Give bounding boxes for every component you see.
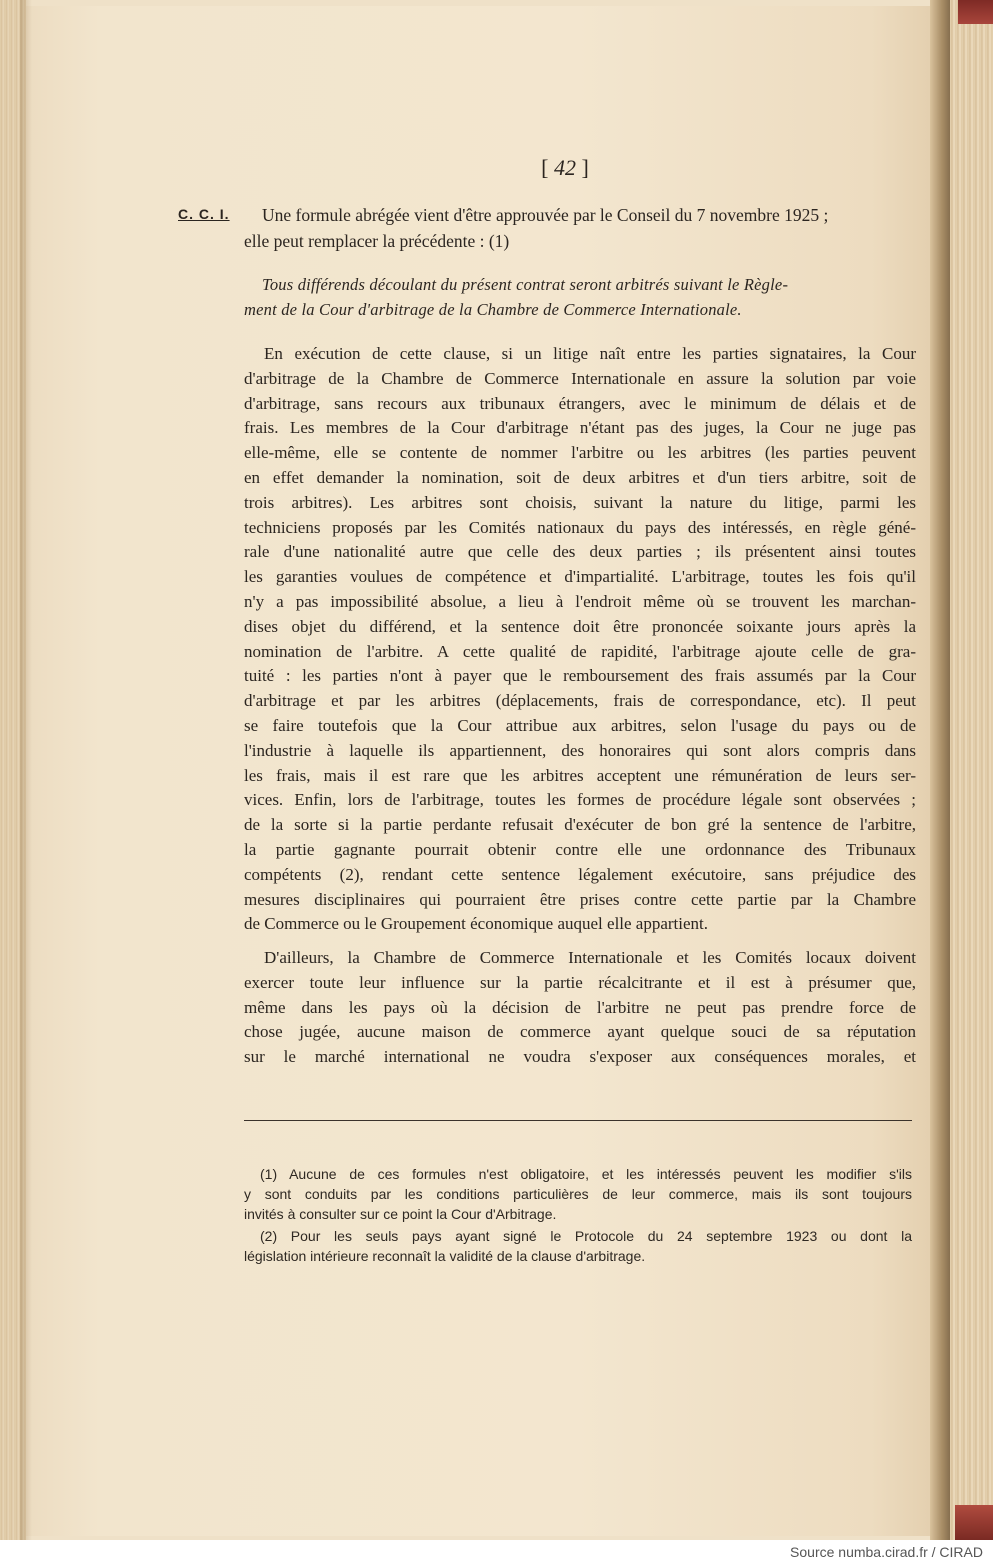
left-edge-shadow — [20, 0, 32, 1540]
paragraph-1-line: frais. Les membres de la Cour d'arbitrage n'étant pas des juges, la Cour ne juge pas — [244, 418, 916, 438]
clause-line-2: ment de la Cour d'arbitrage de la Chambre de Commerce Internationale. — [244, 300, 742, 319]
paragraph-1-line: d'arbitrage et par les arbitres (déplacements, frais de correspondance, etc). Il peut — [244, 691, 916, 711]
paragraph-1-line: se faire toutefois que la Cour attribue aux arbitres, selon l'usage du pays ou de — [244, 715, 916, 735]
paragraph-2-line: exercer toute leur influence sur la partie récalcitrante et il est à présumer que, — [244, 972, 916, 992]
footnote-1 — [244, 1164, 912, 1224]
margin-note: C. C. I. — [178, 206, 230, 222]
right-page-edges — [950, 0, 993, 1540]
footnote-1-line: (1) Aucune de ces formules n'est obligatoire, et les intéressés peuvent les modifier s'ils — [260, 1166, 912, 1182]
source-credit: Source numba.cirad.fr / CIRAD — [790, 1544, 983, 1560]
page-number — [520, 155, 610, 181]
paragraph-1-line: elle-même, elle se contente de nommer l'arbitre ou les arbitres (les parties peuvent — [244, 443, 916, 463]
paragraph-1-line: les garanties voulues de compétence et d'impartialité. L'arbitrage, toutes les fois qu'il — [244, 567, 916, 587]
paragraph-1-line: dises objet du différend, et la sentence doit être prononcée soixante jours après la — [244, 616, 916, 636]
page-number-value: 42 — [554, 155, 576, 180]
footnote-2-line: (2) Pour les seuls pays ayant signé le Protocole du 24 septembre 1923 ou dont la — [260, 1228, 912, 1244]
footnote-2 — [244, 1226, 912, 1266]
intro-line-2: elle peut remplacer la précédente : (1) — [244, 231, 510, 251]
paragraph-1-line: En exécution de cette clause, si un litige naît entre les parties signataires, la Cour — [264, 344, 916, 363]
paragraph-1-line: nomination de l'arbitre. A cette qualité de rapidité, l'arbitrage ajoute celle de gra- — [244, 641, 916, 661]
page-number-close-bracket: ] — [581, 155, 589, 180]
footnote-separator — [244, 1120, 912, 1121]
clause-line-1: Tous différends découlant du présent contrat seront arbitrés suivant le Règle- — [262, 275, 789, 294]
footnote-2-line: législation intérieure reconnaît la validité de la clause d'arbitrage. — [244, 1248, 646, 1264]
paragraph-2-line: D'ailleurs, la Chambre de Commerce Internationale et les Comités locaux doivent — [264, 948, 916, 967]
paragraph-1-line: techniciens proposés par les Comités nationaux du pays des intéressés, en règle géné- — [244, 517, 916, 537]
paragraph-1-line: en effet demander la nomination, soit de deux arbitres et d'un tiers arbitre, soit de — [244, 467, 916, 487]
paragraph-1-line: les frais, mais il est rare que les arbitres acceptent une rémunération de leurs ser- — [244, 765, 916, 785]
paragraph-1-line: d'arbitrage, sans recours aux tribunaux étrangers, avec le minimum de délais et de — [244, 393, 916, 413]
paragraph-1-line: trois arbitres). Les arbitres sont choisis, suivant la nature du litige, parmi les — [244, 492, 916, 512]
paragraph-1-line: la partie gagnante pourrait obtenir contre elle une ordonnance des Tribunaux — [244, 839, 916, 859]
paragraph-1 — [244, 342, 916, 937]
paragraph-1-line: rale d'une nationalité autre que celle des deux parties ; ils présentent ainsi toutes — [244, 542, 916, 562]
paragraph-1-line: n'y a pas impossibilité absolue, a lieu à l'endroit même où se trouvent les marchan- — [244, 591, 916, 611]
binding-gutter — [930, 0, 952, 1540]
red-edge-mark-bottom — [955, 1505, 993, 1540]
red-edge-mark-top — [958, 0, 993, 24]
paragraph-2 — [244, 946, 916, 1070]
paragraph-1-line: compétents (2), rendant cette sentence légalement exécutoire, sans préjudice des — [244, 864, 916, 884]
paragraph-1-line: de la sorte si la partie perdante refusait d'exécuter de bon gré la sentence de l'arbitre, — [244, 815, 916, 835]
page-number-open-bracket: [ — [541, 155, 549, 180]
footnote-1-line: invités à consulter sur ce point la Cour d'Arbitrage. — [244, 1206, 557, 1222]
paragraph-1-line: mesures disciplinaires qui pourraient être prises contre cette partie par la Chambre — [244, 889, 916, 909]
paragraph-1-line: de Commerce ou le Groupement économique auquel elle appartient. — [244, 914, 709, 934]
paragraph-1-line: vices. Enfin, lors de l'arbitrage, toutes les formes de procédure légale sont observées ; — [244, 790, 916, 810]
intro-line-1: Une formule abrégée vient d'être approuvée par le Conseil du 7 novembre 1925 ; — [262, 205, 829, 225]
paragraph-1-line: l'industrie à laquelle ils appartiennent, des honoraires qui sont alors compris dans — [244, 740, 916, 760]
paragraph-2-line: sur le marché international ne voudra s'exposer aux conséquences morales, et — [244, 1047, 916, 1067]
paragraph-2-line: chose jugée, aucune maison de commerce ayant quelque souci de sa réputation — [244, 1022, 916, 1042]
footnote-1-line: y sont conduits par les conditions particulières de leur commerce, mais ils sont toujours — [244, 1186, 912, 1202]
paragraph-2-line: même dans les pays où la décision de l'arbitre ne peut pas prendre force de — [244, 997, 916, 1017]
paragraph-1-line: d'arbitrage de la Chambre de Commerce Internationale en assure la solution par voie — [244, 368, 916, 388]
paragraph-1-line: tuité : les parties n'ont à payer que le remboursement des frais assumés par la Cour — [244, 666, 916, 686]
